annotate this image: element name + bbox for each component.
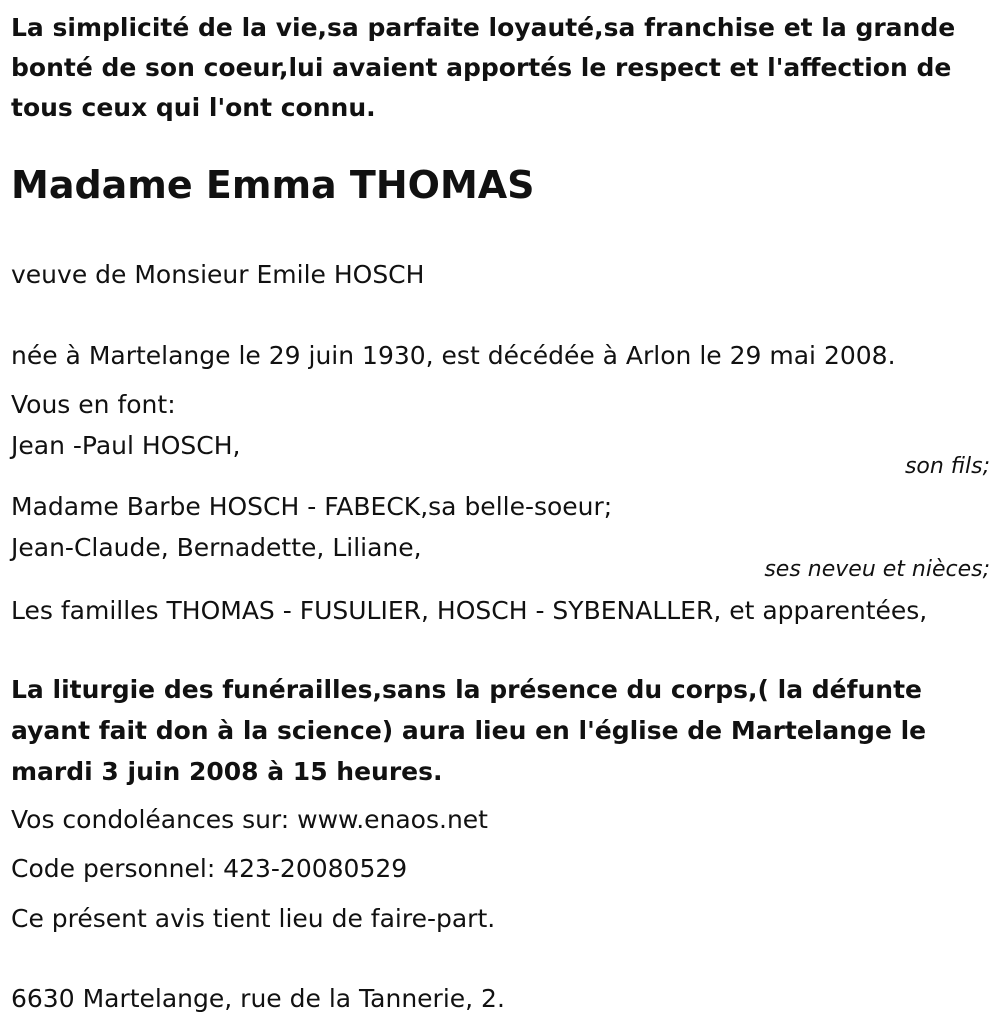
son-relation: son fils;: [904, 454, 990, 479]
personal-code-line: Code personnel: 423-20080529: [11, 854, 408, 883]
birth-death-line: née à Martelange le 29 juin 1930, est décédée à Arlon le 29 mai 2008.: [11, 341, 896, 370]
son-name: Jean -Paul HOSCH,: [11, 431, 241, 460]
deceased-name: Madame Emma THOMAS: [11, 163, 535, 207]
condolences-line: Vos condoléances sur: www.enaos.net: [11, 805, 488, 834]
liturgy-announcement: La liturgie des funérailles,sans la présence du corps,( la défunte ayant fait don à la science) aura lieu en l'église de Martelange le mardi 3 juin 2008 à 15 heures.: [11, 675, 927, 786]
announcers-intro: Vous en font:: [11, 390, 176, 419]
notice-line: Ce présent avis tient lieu de faire-part.: [11, 904, 496, 933]
sister-in-law-line: Madame Barbe HOSCH - FABECK,sa belle-soeur;: [11, 492, 613, 521]
widow-of-line: veuve de Monsieur Emile HOSCH: [11, 260, 425, 289]
address-line: 6630 Martelange, rue de la Tannerie, 2.: [11, 984, 505, 1013]
nephews-relation: ses neveu et nièces;: [764, 557, 990, 582]
nephews-names: Jean-Claude, Bernadette, Liliane,: [11, 533, 422, 562]
families-line: Les familles THOMAS - FUSULIER, HOSCH - SYBENALLER, et apparentées,: [11, 596, 928, 625]
epigraph-quote: La simplicité de la vie,sa parfaite loyauté,sa franchise et la grande bonté de son coeur,lui avaient apportés le respect et l'affection de tous ceux qui l'ont connu.: [11, 13, 956, 122]
